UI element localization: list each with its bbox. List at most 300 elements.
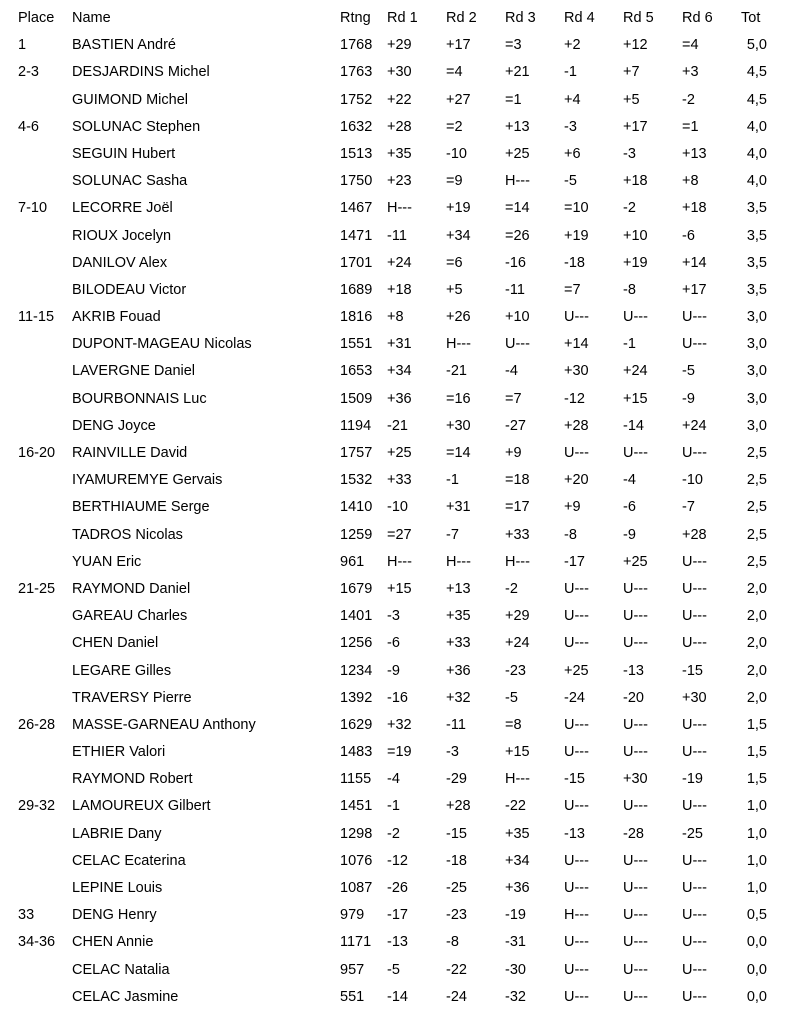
player-name-cell: RIOUX Jocelyn: [72, 227, 172, 244]
player-name-cell: GUIMOND Michel: [72, 91, 189, 108]
player-name-cell: CELAC Natalia: [72, 961, 170, 978]
round-4-cell: U---: [564, 852, 589, 869]
round-4-cell: U---: [564, 716, 589, 733]
round-5-cell: +10: [623, 227, 648, 244]
round-4-cell: -3: [564, 118, 577, 135]
table-row: [0, 712, 789, 739]
table-row: [0, 793, 789, 820]
round-3-cell: H---: [505, 553, 530, 570]
round-1-cell: -9: [387, 662, 400, 679]
round-4-cell: -17: [564, 553, 585, 570]
total-cell: 0,0: [746, 988, 767, 1005]
total-cell: 1,5: [746, 771, 767, 788]
round-3-cell: -19: [505, 907, 526, 924]
table-row: [0, 168, 789, 195]
round-4-cell: U---: [564, 961, 589, 978]
round-3-cell: -23: [505, 662, 526, 679]
table-row: [0, 304, 789, 331]
rating-cell: 1401: [340, 608, 373, 625]
round-2-cell: +27: [446, 91, 471, 108]
player-name-cell: BASTIEN André: [72, 37, 176, 54]
round-2-cell: -24: [446, 988, 467, 1005]
round-4-cell: U---: [564, 580, 589, 597]
round-1-cell: -16: [387, 689, 408, 706]
round-6-cell: -7: [682, 499, 695, 516]
round-4-cell: =7: [564, 281, 581, 298]
player-name-cell: SOLUNAC Sasha: [72, 173, 188, 190]
round-3-cell: +21: [505, 64, 530, 81]
round-3-cell: =7: [505, 390, 522, 407]
round-3-cell: H---: [505, 173, 530, 190]
place-cell: 16-20: [18, 445, 56, 461]
round-5-cell: +5: [623, 91, 640, 108]
round-1-cell: -3: [387, 608, 400, 625]
round-4-cell: +28: [564, 417, 589, 434]
round-1-cell: -6: [387, 635, 400, 652]
round-3-cell: -31: [505, 934, 526, 951]
round-4-cell: =10: [564, 200, 589, 217]
rating-cell: 1701: [340, 254, 373, 271]
table-row: [0, 358, 789, 385]
round-3-cell: +33: [505, 526, 530, 543]
round-5-cell: U---: [623, 852, 648, 869]
round-5-cell: +7: [623, 64, 640, 81]
round-1-cell: H---: [387, 553, 412, 570]
round-4-cell: U---: [564, 635, 589, 652]
round-5-cell: -6: [623, 499, 636, 516]
total-cell: 1,0: [746, 852, 767, 869]
table-row: [0, 440, 789, 467]
round-1-cell: -26: [387, 880, 408, 896]
round-3-cell: =14: [505, 200, 530, 217]
round-2-cell: H---: [446, 553, 471, 570]
round-5-cell: -14: [623, 417, 644, 434]
round-1-cell: +15: [387, 580, 412, 597]
round-6-cell: +17: [682, 281, 707, 298]
round-3-cell: +36: [505, 880, 530, 896]
round-5-cell: U---: [623, 880, 648, 896]
round-6-cell: -9: [682, 390, 695, 407]
round-3-cell: +24: [505, 635, 530, 652]
round-3-cell: +34: [505, 852, 530, 869]
total-cell: 3,0: [746, 336, 767, 353]
round-4-cell: -8: [564, 526, 577, 543]
header-name: Name: [72, 10, 111, 26]
round-6-cell: +18: [682, 200, 707, 217]
round-2-cell: +35: [446, 608, 471, 625]
round-6-cell: -10: [682, 472, 703, 489]
table-row: [0, 603, 789, 630]
round-3-cell: H---: [505, 771, 530, 788]
round-4-cell: +25: [564, 662, 589, 679]
round-1-cell: -17: [387, 907, 408, 924]
round-4-cell: +2: [564, 37, 581, 54]
rating-cell: 1679: [340, 580, 373, 597]
round-6-cell: -19: [682, 771, 703, 788]
player-name-cell: LEGARE Gilles: [72, 662, 172, 679]
round-5-cell: U---: [623, 635, 648, 652]
total-cell: 2,5: [746, 553, 767, 570]
round-1-cell: +24: [387, 254, 412, 271]
rating-cell: 979: [340, 907, 365, 924]
player-name-cell: DENG Joyce: [72, 417, 156, 434]
rating-cell: 1768: [340, 37, 373, 54]
header-row: [0, 5, 789, 32]
round-1-cell: +35: [387, 145, 412, 162]
table-row: [0, 549, 789, 576]
total-cell: 0,0: [746, 934, 767, 951]
round-6-cell: +28: [682, 526, 707, 543]
rating-cell: 1532: [340, 472, 373, 489]
round-3-cell: -4: [505, 363, 518, 380]
round-5-cell: U---: [623, 798, 648, 815]
round-1-cell: -12: [387, 852, 408, 869]
round-6-cell: U---: [682, 716, 707, 733]
round-5-cell: -13: [623, 662, 644, 679]
rating-cell: 1076: [340, 852, 373, 869]
round-2-cell: -1: [446, 472, 459, 489]
round-2-cell: =4: [446, 64, 463, 81]
table-row: [0, 984, 789, 1011]
place-cell: 33: [18, 907, 35, 924]
player-name-cell: MASSE-GARNEAU Anthony: [72, 716, 256, 733]
round-5-cell: -8: [623, 281, 636, 298]
round-1-cell: +30: [387, 64, 412, 81]
player-name-cell: RAYMOND Daniel: [72, 580, 191, 597]
round-2-cell: +30: [446, 417, 471, 434]
round-5-cell: U---: [623, 608, 648, 625]
round-3-cell: +25: [505, 145, 530, 162]
total-cell: 2,5: [746, 445, 767, 461]
total-cell: 4,0: [746, 173, 767, 190]
round-2-cell: =2: [446, 118, 463, 135]
player-name-cell: BERTHIAUME Serge: [72, 499, 210, 516]
round-5-cell: +24: [623, 363, 648, 380]
rating-cell: 1483: [340, 744, 373, 761]
round-2-cell: -23: [446, 907, 467, 924]
round-3-cell: -32: [505, 988, 526, 1005]
rating-cell: 1259: [340, 526, 373, 543]
round-6-cell: U---: [682, 988, 707, 1005]
place-cell: 7-10: [18, 200, 48, 217]
rating-cell: 1471: [340, 227, 373, 244]
total-cell: 1,0: [746, 798, 767, 815]
player-name-cell: CELAC Ecaterina: [72, 852, 186, 869]
player-name-cell: RAINVILLE David: [72, 445, 188, 461]
round-6-cell: +14: [682, 254, 707, 271]
round-1-cell: +36: [387, 390, 412, 407]
round-5-cell: U---: [623, 934, 648, 951]
round-3-cell: -22: [505, 798, 526, 815]
round-3-cell: +10: [505, 309, 530, 326]
round-3-cell: =26: [505, 227, 530, 244]
round-1-cell: -4: [387, 771, 400, 788]
player-name-cell: IYAMUREMYE Gervais: [72, 472, 223, 489]
round-6-cell: U---: [682, 445, 707, 461]
round-4-cell: U---: [564, 934, 589, 951]
round-4-cell: U---: [564, 445, 589, 461]
table-row: [0, 87, 789, 114]
rating-cell: 1194: [340, 417, 372, 434]
player-name-cell: LAVERGNE Daniel: [72, 363, 196, 380]
total-cell: 2,0: [746, 662, 767, 679]
player-name-cell: DESJARDINS Michel: [72, 64, 210, 81]
round-1-cell: -14: [387, 988, 408, 1005]
round-3-cell: -30: [505, 961, 526, 978]
round-2-cell: -3: [446, 744, 459, 761]
round-5-cell: U---: [623, 309, 648, 326]
round-2-cell: +5: [446, 281, 463, 298]
rating-cell: 1653: [340, 363, 373, 380]
round-1-cell: +25: [387, 445, 412, 461]
total-cell: 1,5: [746, 744, 767, 761]
player-name-cell: DANILOV Alex: [72, 254, 168, 271]
round-2-cell: -15: [446, 825, 467, 842]
round-6-cell: U---: [682, 798, 707, 815]
total-cell: 2,5: [746, 526, 767, 543]
round-3-cell: U---: [505, 336, 530, 353]
round-1-cell: =27: [387, 526, 412, 543]
round-4-cell: U---: [564, 309, 589, 326]
round-5-cell: -4: [623, 472, 636, 489]
round-6-cell: +30: [682, 689, 707, 706]
header-place: Place: [18, 10, 55, 26]
player-name-cell: GAREAU Charles: [72, 608, 188, 625]
total-cell: 2,0: [746, 580, 767, 597]
round-2-cell: +13: [446, 580, 471, 597]
rating-cell: 1816: [340, 309, 373, 326]
round-2-cell: +34: [446, 227, 471, 244]
round-4-cell: U---: [564, 988, 589, 1005]
total-cell: 4,5: [746, 91, 767, 108]
round-4-cell: U---: [564, 798, 589, 815]
round-6-cell: U---: [682, 744, 707, 761]
table-row: [0, 277, 789, 304]
round-2-cell: -18: [446, 852, 467, 869]
round-3-cell: +9: [505, 445, 522, 461]
player-name-cell: LECORRE Joël: [72, 200, 173, 217]
header-rating: Rtng: [340, 10, 371, 26]
rating-cell: 1087: [340, 880, 373, 896]
player-name-cell: SEGUIN Hubert: [72, 145, 176, 162]
table-row: [0, 576, 789, 603]
player-name-cell: LABRIE Dany: [72, 825, 162, 842]
round-2-cell: -10: [446, 145, 467, 162]
round-2-cell: +32: [446, 689, 471, 706]
place-cell: 11-15: [18, 309, 55, 326]
total-cell: 1,0: [746, 825, 767, 842]
round-5-cell: U---: [623, 988, 648, 1005]
round-5-cell: U---: [623, 445, 648, 461]
round-6-cell: U---: [682, 961, 707, 978]
round-6-cell: U---: [682, 336, 707, 353]
rating-cell: 1763: [340, 64, 373, 81]
round-6-cell: -6: [682, 227, 695, 244]
round-3-cell: -5: [505, 689, 518, 706]
round-2-cell: -21: [446, 363, 467, 380]
round-1-cell: +34: [387, 363, 412, 380]
round-2-cell: +31: [446, 499, 471, 516]
round-3-cell: -27: [505, 417, 526, 434]
round-5-cell: +25: [623, 553, 648, 570]
header-round-1: Rd 1: [387, 10, 418, 26]
round-1-cell: -21: [387, 417, 408, 434]
round-1-cell: -13: [387, 934, 408, 951]
rating-cell: 1513: [340, 145, 373, 162]
table-row: [0, 929, 789, 956]
round-5-cell: U---: [623, 907, 648, 924]
player-name-cell: CHEN Daniel: [72, 635, 159, 652]
rating-cell: 1757: [340, 445, 373, 461]
rating-cell: 1171: [340, 934, 372, 951]
round-4-cell: -12: [564, 390, 585, 407]
player-name-cell: DUPONT-MAGEAU Nicolas: [72, 336, 252, 353]
round-4-cell: +4: [564, 91, 581, 108]
round-4-cell: H---: [564, 907, 589, 924]
table-row: [0, 250, 789, 277]
round-6-cell: U---: [682, 934, 707, 951]
total-cell: 2,5: [746, 499, 767, 516]
round-2-cell: +17: [446, 37, 471, 54]
round-6-cell: U---: [682, 852, 707, 869]
round-5-cell: -9: [623, 526, 636, 543]
rating-cell: 1298: [340, 825, 373, 842]
round-3-cell: +29: [505, 608, 530, 625]
round-5-cell: U---: [623, 716, 648, 733]
round-4-cell: -15: [564, 771, 585, 788]
table-row: [0, 413, 789, 440]
table-body: [0, 32, 789, 1011]
round-1-cell: -5: [387, 961, 400, 978]
round-4-cell: -5: [564, 173, 577, 190]
table-row: [0, 766, 789, 793]
table-row: [0, 467, 789, 494]
place-cell: 29-32: [18, 798, 56, 815]
round-4-cell: +20: [564, 472, 589, 489]
round-2-cell: -7: [446, 526, 459, 543]
total-cell: 4,0: [746, 145, 767, 162]
player-name-cell: TADROS Nicolas: [72, 526, 183, 543]
round-3-cell: -16: [505, 254, 526, 271]
round-1-cell: -2: [387, 825, 400, 842]
round-2-cell: +28: [446, 798, 471, 815]
round-3-cell: =1: [505, 91, 522, 108]
round-1-cell: +29: [387, 37, 412, 54]
table-row: [0, 114, 789, 141]
round-2-cell: +19: [446, 200, 471, 217]
total-cell: 1,0: [746, 880, 767, 896]
round-1-cell: +23: [387, 173, 412, 190]
header-round-4: Rd 4: [564, 10, 595, 26]
round-6-cell: +13: [682, 145, 707, 162]
round-3-cell: =18: [505, 472, 530, 489]
round-6-cell: U---: [682, 553, 707, 570]
total-cell: 1,5: [746, 716, 767, 733]
round-2-cell: -29: [446, 771, 467, 788]
rating-cell: 1256: [340, 635, 373, 652]
table-row: [0, 658, 789, 685]
round-6-cell: =4: [682, 37, 699, 54]
place-cell: 21-25: [18, 580, 56, 597]
table-row: [0, 630, 789, 657]
round-2-cell: =6: [446, 254, 463, 271]
table-row: [0, 821, 789, 848]
round-2-cell: -22: [446, 961, 467, 978]
round-4-cell: +9: [564, 499, 581, 516]
total-cell: 2,0: [746, 608, 767, 625]
round-5-cell: +15: [623, 390, 648, 407]
round-4-cell: U---: [564, 608, 589, 625]
rating-cell: 1551: [340, 336, 373, 353]
round-2-cell: -25: [446, 880, 467, 896]
round-1-cell: -10: [387, 499, 408, 516]
player-name-cell: TRAVERSY Pierre: [72, 689, 192, 706]
round-2-cell: =16: [446, 390, 471, 407]
rating-cell: 1451: [340, 798, 373, 815]
round-4-cell: U---: [564, 744, 589, 761]
table-row: [0, 848, 789, 875]
round-6-cell: U---: [682, 580, 707, 597]
round-6-cell: U---: [682, 880, 707, 896]
round-3-cell: -2: [505, 580, 518, 597]
total-cell: 4,0: [746, 118, 767, 135]
total-cell: 3,0: [746, 390, 767, 407]
table-row: [0, 223, 789, 250]
table-row: [0, 59, 789, 86]
round-6-cell: U---: [682, 309, 707, 326]
round-5-cell: +18: [623, 173, 648, 190]
total-cell: 3,0: [746, 309, 767, 326]
place-cell: 34-36: [18, 934, 56, 951]
round-1-cell: -1: [387, 798, 400, 815]
round-6-cell: U---: [682, 907, 707, 924]
total-cell: 2,0: [746, 635, 767, 652]
round-1-cell: +33: [387, 472, 412, 489]
round-5-cell: -28: [623, 825, 644, 842]
total-cell: 3,0: [746, 363, 767, 380]
total-cell: 4,5: [746, 64, 767, 81]
total-cell: 3,0: [746, 417, 767, 434]
table-row: [0, 902, 789, 929]
total-cell: 3,5: [746, 281, 767, 298]
rating-cell: 1629: [340, 716, 373, 733]
round-4-cell: +6: [564, 145, 581, 162]
round-2-cell: -8: [446, 934, 459, 951]
header-round-6: Rd 6: [682, 10, 713, 26]
table-row: [0, 522, 789, 549]
total-cell: 2,0: [746, 689, 767, 706]
round-4-cell: -1: [564, 64, 577, 81]
player-name-cell: YUAN Eric: [72, 553, 142, 570]
player-name-cell: DENG Henry: [72, 907, 157, 924]
round-1-cell: +18: [387, 281, 412, 298]
player-name-cell: CELAC Jasmine: [72, 988, 179, 1005]
round-4-cell: -24: [564, 689, 585, 706]
total-cell: 0,5: [746, 907, 767, 924]
rating-cell: 961: [340, 553, 365, 570]
rating-cell: 1632: [340, 118, 373, 135]
round-6-cell: -5: [682, 363, 695, 380]
player-name-cell: CHEN Annie: [72, 934, 154, 951]
place-cell: 2-3: [18, 64, 39, 81]
round-3-cell: =8: [505, 716, 522, 733]
total-cell: 0,0: [746, 961, 767, 978]
rating-cell: 1234: [340, 662, 373, 679]
rating-cell: 1752: [340, 91, 373, 108]
round-1-cell: +8: [387, 309, 404, 326]
round-6-cell: -25: [682, 825, 703, 842]
round-6-cell: =1: [682, 118, 699, 135]
